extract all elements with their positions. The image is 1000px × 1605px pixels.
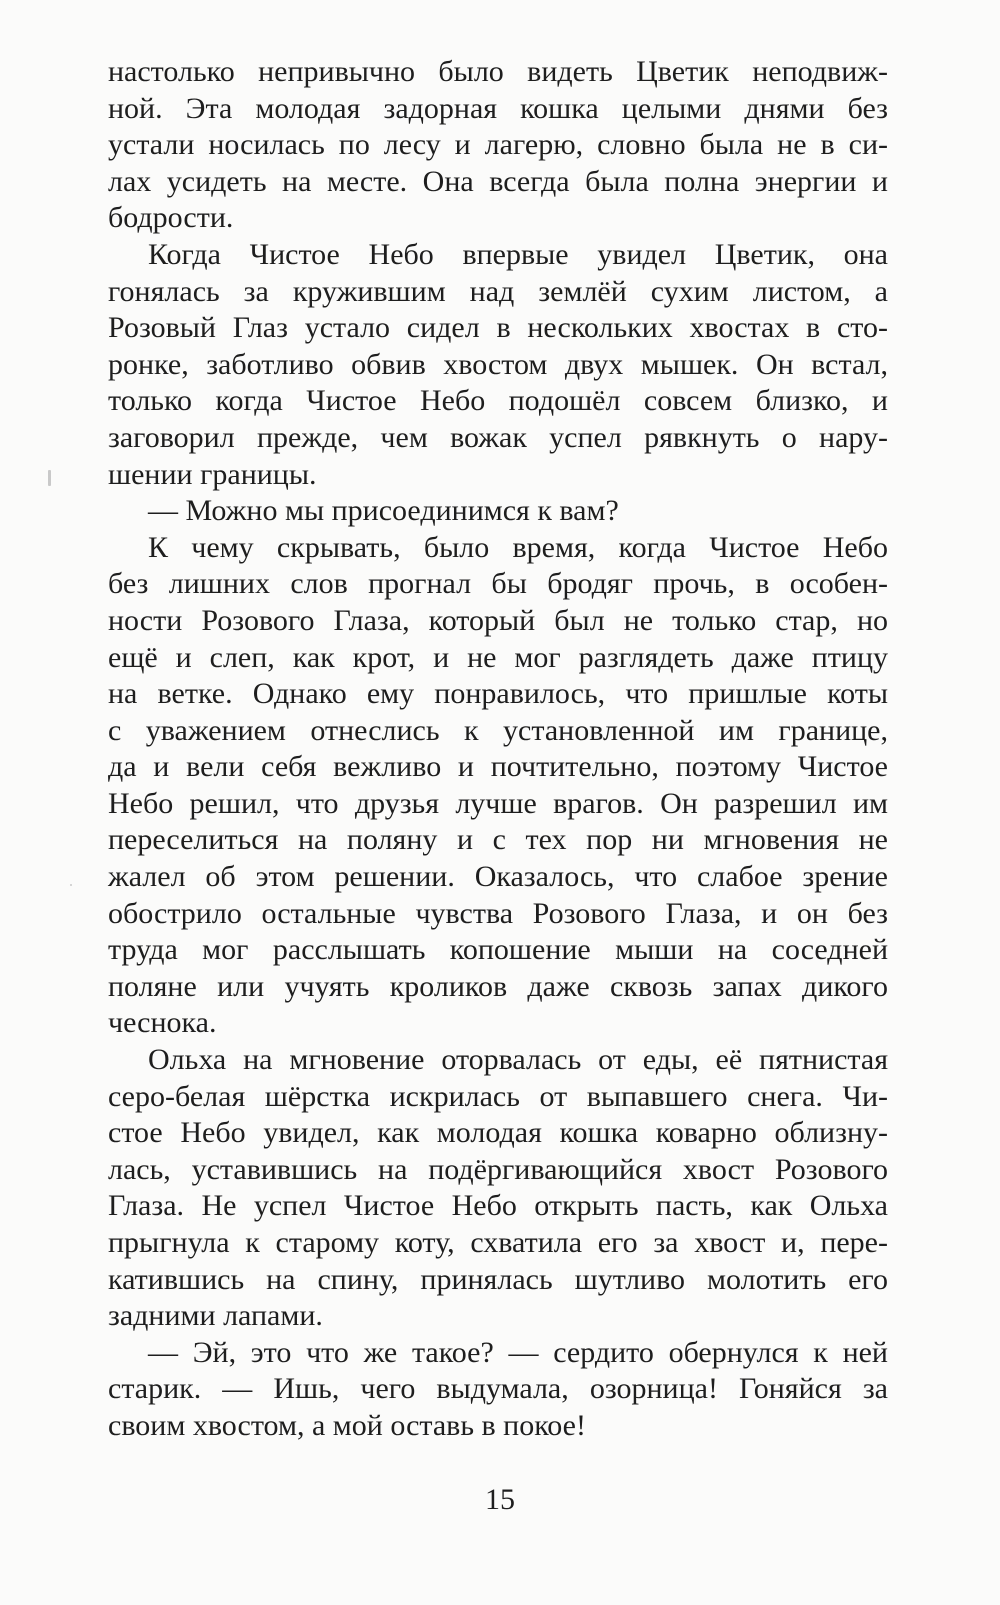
paragraph-first-line: Ольха на мгновение оторвалась от еды, её пятнистая	[148, 1043, 888, 1077]
text-line: своим хвостом, а мой оставь в покое!	[108, 1408, 586, 1442]
text-line: заговорил прежде, чем вожак успел рявкнуть о нару-	[108, 420, 888, 454]
paper-speck	[48, 470, 51, 486]
text-line: только когда Чистое Небо подошёл совсем близко, и	[108, 384, 888, 418]
text-line: старик. — Ишь, чего выдумала, озорница! Гоняйся за	[108, 1372, 888, 1406]
text-line: серо-белая шёрстка искрилась от выпавшего снега. Чи-	[108, 1079, 888, 1113]
text-line: лах усидеть на месте. Она всегда была полна энергии и	[108, 164, 888, 198]
body-text	[108, 54, 888, 1445]
text-line: обострило остальные чувства Розового Глаза, и он без	[108, 896, 888, 930]
text-line: да и вели себя вежливо и почтительно, поэтому Чистое	[108, 750, 888, 784]
text-line: задними лапами.	[108, 1299, 323, 1333]
text-line: устали носилась по лесу и лагерю, словно была не в си-	[108, 128, 888, 162]
text-line: бодрости.	[108, 201, 234, 235]
dialogue-line: — Эй, это что же такое? — сердито обернулся к ней	[148, 1335, 888, 1369]
text-line: Глаза. Не успел Чистое Небо открыть пасть, как Ольха	[108, 1189, 888, 1223]
text-line: на ветке. Однако ему понравилось, что пришлые коты	[108, 677, 888, 711]
text-line: шении границы.	[108, 457, 317, 491]
text-line: жалел об этом решении. Оказалось, что слабое зрение	[108, 860, 888, 894]
text-line: поляне или учуять кроликов даже сквозь запах дикого	[108, 969, 888, 1003]
text-line: стое Небо увидел, как молодая кошка коварно облизну-	[108, 1116, 888, 1150]
text-line: без лишних слов прогнал бы бродяг прочь, в особен-	[108, 567, 888, 601]
paragraph-first-line: Когда Чистое Небо впервые увидел Цветик, она	[148, 237, 888, 271]
dialogue-line: — Можно мы присоединимся к вам?	[148, 494, 619, 528]
text-line: Небо решил, что друзья лучше врагов. Он разрешил им	[108, 786, 888, 820]
text-line: катившись на спину, принялась шутливо молотить его	[108, 1262, 888, 1296]
page-number: 15	[485, 1483, 515, 1516]
text-line: труда мог расслышать копошение мыши на соседней	[108, 933, 888, 967]
text-line: ещё и слеп, как крот, и не мог разглядеть даже птицу	[108, 640, 888, 674]
paper-speck	[70, 884, 72, 886]
text-line: чеснока.	[108, 1006, 217, 1040]
text-line: с уважением отнеслись к установленной им границе,	[108, 713, 888, 747]
text-line: ронке, заботливо обвив хвостом двух мышек. Он встал,	[108, 347, 888, 381]
text-line: ности Розового Глаза, который был не только стар, но	[108, 603, 888, 637]
paragraph-first-line: К чему скрывать, было время, когда Чистое Небо	[148, 530, 888, 564]
text-line: Розовый Глаз устало сидел в нескольких хвостах в сто-	[108, 311, 888, 345]
text-line: переселиться на поляну и с тех пор ни мгновения не	[108, 823, 888, 857]
text-line: лась, уставившись на подёргивающийся хвост Розового	[108, 1152, 888, 1186]
text-line: ной. Эта молодая задорная кошка целыми днями без	[108, 91, 888, 125]
text-line: гонялась за кружившим над землёй сухим листом, а	[108, 274, 888, 308]
text-line: настолько непривычно было видеть Цветик неподвиж-	[108, 55, 888, 88]
text-line: прыгнула к старому коту, схватила его за хвост и, пере-	[108, 1226, 888, 1259]
